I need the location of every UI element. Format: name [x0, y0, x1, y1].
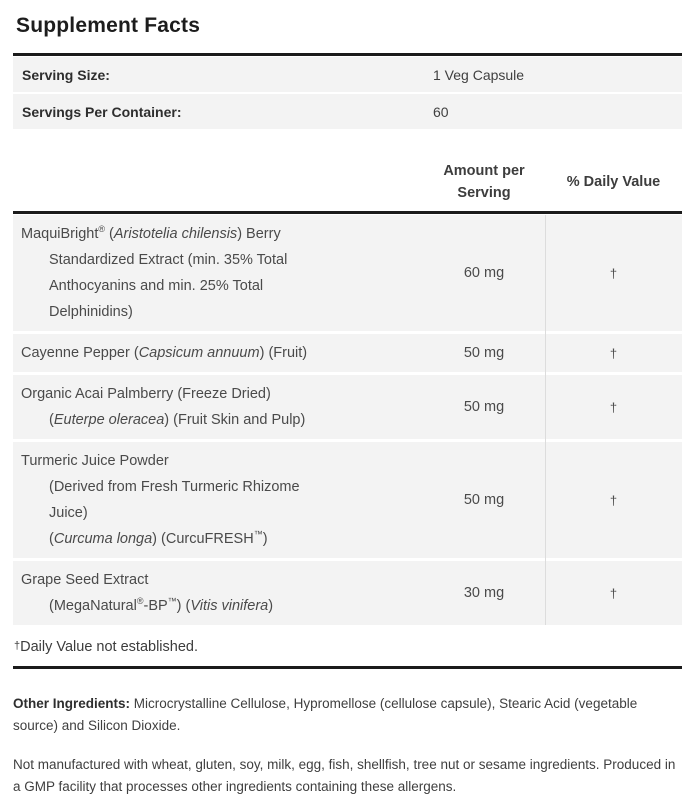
serving-size-label: Serving Size:	[22, 66, 110, 83]
daily-value-footnote	[14, 639, 682, 655]
page-title: Supplement Facts	[16, 14, 201, 37]
ingredient-name	[13, 215, 423, 331]
servings-per-container-value: 60	[433, 103, 449, 120]
other-ingredients-paragraph	[13, 693, 682, 737]
ingredient-amount: 50 mg	[463, 492, 505, 508]
ingredient-row	[13, 334, 682, 372]
servings-per-container-label: Servings Per Container:	[22, 103, 182, 120]
ingredient-name-line: (Derived from Fresh Turmeric Rhizome	[49, 479, 300, 495]
ingredient-row	[13, 561, 682, 625]
daily-value-header: % Daily Value	[566, 173, 661, 190]
column-divider	[545, 215, 546, 625]
ingredient-amount: 30 mg	[463, 585, 505, 601]
footnote-text: Daily Value not established.	[20, 639, 198, 655]
ingredient-daily-value: †	[609, 265, 618, 281]
ingredient-name-line: Standardized Extract (min. 35% Total	[49, 252, 288, 268]
ingredient-name-line: Juice)	[49, 505, 88, 521]
serving-info	[13, 57, 682, 129]
footer-rule	[13, 666, 682, 669]
header-rule	[13, 211, 682, 214]
ingredient-amount: 50 mg	[463, 399, 505, 415]
ingredient-amount: 50 mg	[463, 345, 505, 361]
amount-header-line2: Serving	[457, 184, 511, 201]
other-ingredients-text: Microcrystalline Cellulose, Hypromellose (cellulose capsule), Stearic Acid (vegetable source) and Silicon Dioxide.	[13, 696, 638, 733]
ingredient-name	[13, 442, 423, 558]
ingredient-name	[13, 375, 423, 439]
ingredient-amount: 60 mg	[463, 265, 505, 281]
ingredient-name-line: Turmeric Juice Powder	[21, 453, 169, 469]
ingredient-name	[13, 561, 423, 625]
ingredient-rows	[13, 215, 682, 625]
amount-per-serving-header	[423, 160, 545, 204]
ingredient-daily-value: †	[609, 585, 618, 601]
ingredient-name-line: MaquiBright® (Aristotelia chilensis) Berry	[21, 224, 281, 242]
ingredient-name	[13, 334, 423, 372]
ingredient-name-line: (Euterpe oleracea) (Fruit Skin and Pulp)	[49, 412, 306, 428]
other-ingredients-label: Other Ingredients:	[13, 696, 131, 711]
ingredient-name-line: (Curcuma longa) (CurcuFRESH™)	[49, 529, 268, 547]
table-column-headers	[13, 152, 682, 211]
ingredient-name-line: Organic Acai Palmberry (Freeze Dried)	[21, 386, 271, 402]
ingredient-daily-value: †	[609, 345, 618, 361]
ingredient-row	[13, 442, 682, 558]
ingredient-row	[13, 375, 682, 439]
top-rule	[13, 53, 682, 56]
servings-per-container-row	[13, 94, 682, 129]
ingredient-daily-value: †	[609, 399, 618, 415]
ingredient-name-line: (MegaNatural®-BP™) (Vitis vinifera)	[49, 596, 274, 614]
ingredient-daily-value: †	[609, 492, 618, 508]
ingredient-name-line: Cayenne Pepper (Capsicum annuum) (Fruit)	[21, 345, 308, 361]
serving-size-value: 1 Veg Capsule	[433, 66, 525, 83]
allergen-statement: Not manufactured with wheat, gluten, soy, milk, egg, fish, shellfish, tree nut or sesame ingredients. Produced in a GMP facility that processes other ingredients containing these allergens.	[13, 757, 676, 794]
ingredient-name-line: Delphinidins)	[49, 304, 133, 320]
footnote-dagger: †	[14, 640, 21, 652]
amount-header-line1: Amount per	[443, 162, 525, 179]
ingredient-name-line: Grape Seed Extract	[21, 572, 149, 588]
ingredient-row	[13, 215, 682, 331]
ingredient-name-line: Anthocyanins and min. 25% Total	[49, 278, 264, 294]
serving-size-row	[13, 57, 682, 92]
